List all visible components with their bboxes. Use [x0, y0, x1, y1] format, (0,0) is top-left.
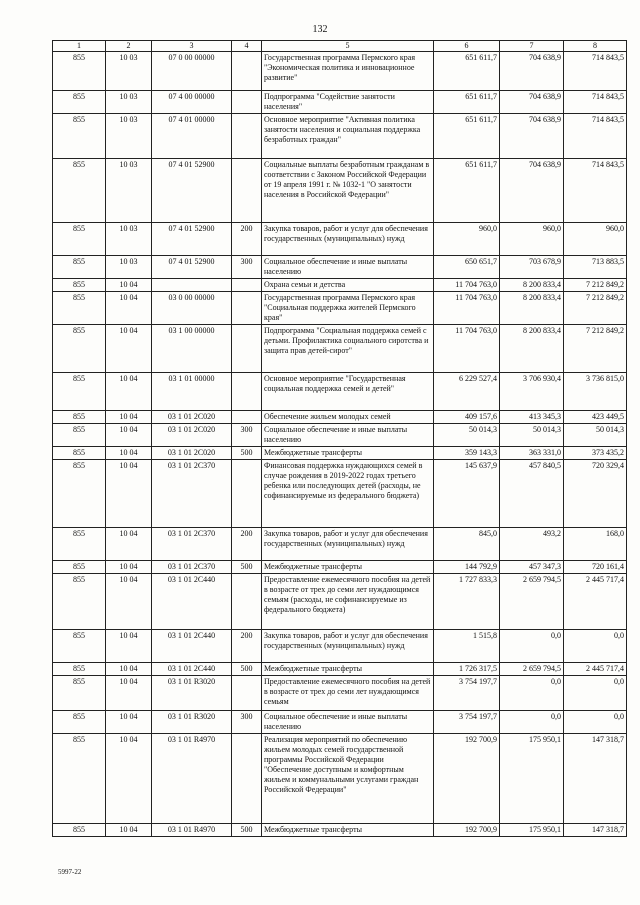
admin-code-cell: 855	[53, 424, 106, 447]
admin-code-cell: 855	[53, 711, 106, 734]
section-cell: 10 04	[106, 325, 152, 373]
column-header: 6	[434, 41, 500, 52]
admin-code-cell: 855	[53, 91, 106, 114]
table-row	[53, 824, 627, 837]
admin-code-cell: 855	[53, 373, 106, 411]
admin-code-cell: 855	[53, 159, 106, 223]
description-cell: Социальное обеспечение и иные выплаты населению	[262, 424, 434, 447]
admin-code-cell: 855	[53, 630, 106, 663]
admin-code-cell: 855	[53, 528, 106, 561]
admin-code-cell: 855	[53, 734, 106, 824]
amount-year2-cell: 363 331,0	[500, 447, 564, 460]
description-cell: Социальное обеспечение и иные выплаты населению	[262, 711, 434, 734]
admin-code-cell: 855	[53, 663, 106, 676]
target-article-cell: 03 1 01 R3020	[152, 711, 232, 734]
amount-year1-cell: 651 611,7	[434, 159, 500, 223]
admin-code-cell: 855	[53, 460, 106, 528]
amount-year3-cell: 3 736 815,0	[564, 373, 627, 411]
amount-year2-cell: 8 200 833,4	[500, 292, 564, 325]
column-header: 3	[152, 41, 232, 52]
amount-year3-cell: 714 843,5	[564, 114, 627, 159]
description-cell: Финансовая поддержка нуждающихся семей в случае рождения в 2019-2022 годах третьего ребенка или последующих детей (расходы, не софинансируемые из федерального бюджета)	[262, 460, 434, 528]
table-row	[53, 411, 627, 424]
section-cell: 10 03	[106, 223, 152, 256]
expense-type-cell: 500	[232, 663, 262, 676]
section-cell: 10 04	[106, 460, 152, 528]
amount-year1-cell: 11 704 763,0	[434, 325, 500, 373]
amount-year3-cell: 168,0	[564, 528, 627, 561]
description-cell: Социальное обеспечение и иные выплаты населению	[262, 256, 434, 279]
amount-year2-cell: 960,0	[500, 223, 564, 256]
table-row	[53, 711, 627, 734]
document-code: 5997-22	[58, 868, 82, 876]
target-article-cell: 03 1 01 2C370	[152, 561, 232, 574]
target-article-cell: 07 4 01 52900	[152, 256, 232, 279]
target-article-cell: 03 1 01 2C370	[152, 460, 232, 528]
expense-type-cell: 200	[232, 528, 262, 561]
description-cell: Межбюджетные трансферты	[262, 561, 434, 574]
amount-year3-cell: 147 318,7	[564, 734, 627, 824]
expense-type-cell	[232, 676, 262, 711]
admin-code-cell: 855	[53, 223, 106, 256]
table-row	[53, 256, 627, 279]
section-cell: 10 04	[106, 561, 152, 574]
table-row	[53, 52, 627, 91]
amount-year2-cell: 8 200 833,4	[500, 279, 564, 292]
amount-year2-cell: 704 638,9	[500, 91, 564, 114]
expense-type-cell	[232, 91, 262, 114]
amount-year2-cell: 3 706 930,4	[500, 373, 564, 411]
section-cell: 10 03	[106, 91, 152, 114]
description-cell: Реализация мероприятий по обеспечению жильем молодых семей государственной программы Российской Федерации "Обеспечение доступным и комфортным жильем и коммунальными услугами граждан Российской Федерации"	[262, 734, 434, 824]
amount-year2-cell: 8 200 833,4	[500, 325, 564, 373]
section-cell: 10 03	[106, 159, 152, 223]
amount-year3-cell: 423 449,5	[564, 411, 627, 424]
target-article-cell: 03 1 01 2C020	[152, 424, 232, 447]
expense-type-cell: 300	[232, 256, 262, 279]
description-cell: Государственная программа Пермского края "Социальная поддержка жителей Пермского края"	[262, 292, 434, 325]
table-row	[53, 373, 627, 411]
budget-table	[52, 40, 627, 837]
target-article-cell: 03 0 00 00000	[152, 292, 232, 325]
amount-year1-cell: 1 515,8	[434, 630, 500, 663]
amount-year3-cell: 0,0	[564, 676, 627, 711]
amount-year2-cell: 703 678,9	[500, 256, 564, 279]
amount-year2-cell: 175 950,1	[500, 734, 564, 824]
target-article-cell: 03 1 01 2C440	[152, 574, 232, 630]
table-row	[53, 447, 627, 460]
admin-code-cell: 855	[53, 824, 106, 837]
expense-type-cell: 200	[232, 223, 262, 256]
amount-year3-cell: 713 883,5	[564, 256, 627, 279]
amount-year2-cell: 457 347,3	[500, 561, 564, 574]
amount-year3-cell: 720 329,4	[564, 460, 627, 528]
section-cell: 10 04	[106, 424, 152, 447]
amount-year3-cell: 7 212 849,2	[564, 292, 627, 325]
amount-year3-cell: 373 435,2	[564, 447, 627, 460]
target-article-cell: 03 1 01 2C440	[152, 663, 232, 676]
section-cell: 10 03	[106, 52, 152, 91]
amount-year2-cell: 704 638,9	[500, 159, 564, 223]
expense-type-cell: 300	[232, 711, 262, 734]
amount-year1-cell: 845,0	[434, 528, 500, 561]
table-row	[53, 734, 627, 824]
amount-year3-cell: 7 212 849,2	[564, 325, 627, 373]
table-row	[53, 91, 627, 114]
table-row	[53, 114, 627, 159]
target-article-cell: 03 1 01 2C020	[152, 411, 232, 424]
header-row	[53, 41, 627, 52]
column-header: 2	[106, 41, 152, 52]
target-article-cell: 03 1 01 R3020	[152, 676, 232, 711]
target-article-cell: 03 1 01 R4970	[152, 734, 232, 824]
amount-year1-cell: 145 637,9	[434, 460, 500, 528]
target-article-cell	[152, 279, 232, 292]
amount-year2-cell: 175 950,1	[500, 824, 564, 837]
expense-type-cell	[232, 325, 262, 373]
target-article-cell: 07 4 01 52900	[152, 223, 232, 256]
amount-year1-cell: 3 754 197,7	[434, 711, 500, 734]
amount-year3-cell: 720 161,4	[564, 561, 627, 574]
amount-year1-cell: 144 792,9	[434, 561, 500, 574]
target-article-cell: 03 1 01 R4970	[152, 824, 232, 837]
column-header: 4	[232, 41, 262, 52]
description-cell: Охрана семьи и детства	[262, 279, 434, 292]
amount-year2-cell: 413 345,3	[500, 411, 564, 424]
amount-year1-cell: 11 704 763,0	[434, 292, 500, 325]
column-header: 8	[564, 41, 627, 52]
section-cell: 10 04	[106, 292, 152, 325]
description-cell: Межбюджетные трансферты	[262, 663, 434, 676]
amount-year3-cell: 714 843,5	[564, 159, 627, 223]
description-cell: Основное мероприятие "Государственная социальная поддержка семей и детей"	[262, 373, 434, 411]
amount-year2-cell: 704 638,9	[500, 52, 564, 91]
column-header: 7	[500, 41, 564, 52]
admin-code-cell: 855	[53, 411, 106, 424]
expense-type-cell	[232, 159, 262, 223]
target-article-cell: 03 1 01 00000	[152, 373, 232, 411]
description-cell: Подпрограмма "Социальная поддержка семей с детьми. Профилактика социального сиротства и защита прав детей-сирот"	[262, 325, 434, 373]
description-cell: Предоставление ежемесячного пособия на детей в возрасте от трех до семи лет нуждающимся семьям	[262, 676, 434, 711]
amount-year1-cell: 6 229 527,4	[434, 373, 500, 411]
amount-year3-cell: 2 445 717,4	[564, 663, 627, 676]
section-cell: 10 04	[106, 411, 152, 424]
table-row	[53, 460, 627, 528]
table-row	[53, 159, 627, 223]
section-cell: 10 04	[106, 447, 152, 460]
admin-code-cell: 855	[53, 256, 106, 279]
amount-year1-cell: 192 700,9	[434, 824, 500, 837]
amount-year1-cell: 11 704 763,0	[434, 279, 500, 292]
target-article-cell: 07 0 00 00000	[152, 52, 232, 91]
amount-year2-cell: 2 659 794,5	[500, 663, 564, 676]
section-cell: 10 04	[106, 824, 152, 837]
target-article-cell: 03 1 01 2C370	[152, 528, 232, 561]
expense-type-cell: 300	[232, 424, 262, 447]
admin-code-cell: 855	[53, 574, 106, 630]
table-row	[53, 630, 627, 663]
amount-year3-cell: 714 843,5	[564, 91, 627, 114]
section-cell: 10 04	[106, 373, 152, 411]
admin-code-cell: 855	[53, 292, 106, 325]
amount-year3-cell: 0,0	[564, 630, 627, 663]
admin-code-cell: 855	[53, 279, 106, 292]
amount-year1-cell: 1 727 833,3	[434, 574, 500, 630]
target-article-cell: 07 4 00 00000	[152, 91, 232, 114]
expense-type-cell	[232, 279, 262, 292]
section-cell: 10 03	[106, 114, 152, 159]
description-cell: Государственная программа Пермского края "Экономическая политика и инновационное развитие"	[262, 52, 434, 91]
table-row	[53, 424, 627, 447]
section-cell: 10 04	[106, 676, 152, 711]
amount-year1-cell: 409 157,6	[434, 411, 500, 424]
amount-year1-cell: 192 700,9	[434, 734, 500, 824]
amount-year3-cell: 960,0	[564, 223, 627, 256]
expense-type-cell: 200	[232, 630, 262, 663]
amount-year1-cell: 651 611,7	[434, 114, 500, 159]
table-row	[53, 279, 627, 292]
amount-year3-cell: 0,0	[564, 711, 627, 734]
admin-code-cell: 855	[53, 561, 106, 574]
admin-code-cell: 855	[53, 325, 106, 373]
amount-year1-cell: 359 143,3	[434, 447, 500, 460]
expense-type-cell	[232, 292, 262, 325]
expense-type-cell	[232, 460, 262, 528]
section-cell: 10 04	[106, 734, 152, 824]
target-article-cell: 03 1 01 2C440	[152, 630, 232, 663]
target-article-cell: 03 1 00 00000	[152, 325, 232, 373]
expense-type-cell: 500	[232, 447, 262, 460]
table-row	[53, 325, 627, 373]
amount-year3-cell: 50 014,3	[564, 424, 627, 447]
expense-type-cell: 500	[232, 561, 262, 574]
expense-type-cell	[232, 411, 262, 424]
amount-year2-cell: 2 659 794,5	[500, 574, 564, 630]
description-cell: Социальные выплаты безработным гражданам в соответствии с Законом Российской Федерации от 19 апреля 1991 г. № 1032-1 "О занятости населения в Российской Федерации"	[262, 159, 434, 223]
table-row	[53, 292, 627, 325]
amount-year1-cell: 651 611,7	[434, 52, 500, 91]
amount-year1-cell: 50 014,3	[434, 424, 500, 447]
amount-year2-cell: 50 014,3	[500, 424, 564, 447]
description-cell: Межбюджетные трансферты	[262, 824, 434, 837]
expense-type-cell	[232, 373, 262, 411]
admin-code-cell: 855	[53, 676, 106, 711]
amount-year1-cell: 960,0	[434, 223, 500, 256]
admin-code-cell: 855	[53, 52, 106, 91]
page-number: 132	[312, 24, 328, 35]
table-row	[53, 663, 627, 676]
expense-type-cell	[232, 114, 262, 159]
description-cell: Предоставление ежемесячного пособия на детей в возрасте от трех до семи лет нуждающимся семьям (расходы, не софинансируемые из федерального бюджета)	[262, 574, 434, 630]
expense-type-cell: 500	[232, 824, 262, 837]
target-article-cell: 03 1 01 2C020	[152, 447, 232, 460]
description-cell: Закупка товаров, работ и услуг для обеспечения государственных (муниципальных) нужд	[262, 223, 434, 256]
expense-type-cell	[232, 734, 262, 824]
table-row	[53, 676, 627, 711]
amount-year3-cell: 147 318,7	[564, 824, 627, 837]
section-cell: 10 04	[106, 574, 152, 630]
section-cell: 10 04	[106, 711, 152, 734]
amount-year2-cell: 0,0	[500, 630, 564, 663]
amount-year3-cell: 714 843,5	[564, 52, 627, 91]
column-header: 1	[53, 41, 106, 52]
section-cell: 10 04	[106, 630, 152, 663]
amount-year2-cell: 457 840,5	[500, 460, 564, 528]
admin-code-cell: 855	[53, 447, 106, 460]
description-cell: Межбюджетные трансферты	[262, 447, 434, 460]
table-row	[53, 574, 627, 630]
table-row	[53, 223, 627, 256]
amount-year3-cell: 7 212 849,2	[564, 279, 627, 292]
description-cell: Обеспечение жильем молодых семей	[262, 411, 434, 424]
amount-year1-cell: 1 726 317,5	[434, 663, 500, 676]
description-cell: Подпрограмма "Содействие занятости населения"	[262, 91, 434, 114]
admin-code-cell: 855	[53, 114, 106, 159]
target-article-cell: 07 4 01 00000	[152, 114, 232, 159]
column-header: 5	[262, 41, 434, 52]
amount-year1-cell: 651 611,7	[434, 91, 500, 114]
section-cell: 10 04	[106, 279, 152, 292]
expense-type-cell	[232, 574, 262, 630]
amount-year1-cell: 3 754 197,7	[434, 676, 500, 711]
table-row	[53, 528, 627, 561]
section-cell: 10 03	[106, 256, 152, 279]
description-cell: Основное мероприятие "Активная политика занятости населения и социальная поддержка безработных граждан"	[262, 114, 434, 159]
amount-year1-cell: 650 651,7	[434, 256, 500, 279]
expense-type-cell	[232, 52, 262, 91]
amount-year2-cell: 0,0	[500, 676, 564, 711]
amount-year2-cell: 493,2	[500, 528, 564, 561]
amount-year3-cell: 2 445 717,4	[564, 574, 627, 630]
section-cell: 10 04	[106, 663, 152, 676]
description-cell: Закупка товаров, работ и услуг для обеспечения государственных (муниципальных) нужд	[262, 630, 434, 663]
table-row	[53, 561, 627, 574]
amount-year2-cell: 704 638,9	[500, 114, 564, 159]
section-cell: 10 04	[106, 528, 152, 561]
target-article-cell: 07 4 01 52900	[152, 159, 232, 223]
amount-year2-cell: 0,0	[500, 711, 564, 734]
description-cell: Закупка товаров, работ и услуг для обеспечения государственных (муниципальных) нужд	[262, 528, 434, 561]
